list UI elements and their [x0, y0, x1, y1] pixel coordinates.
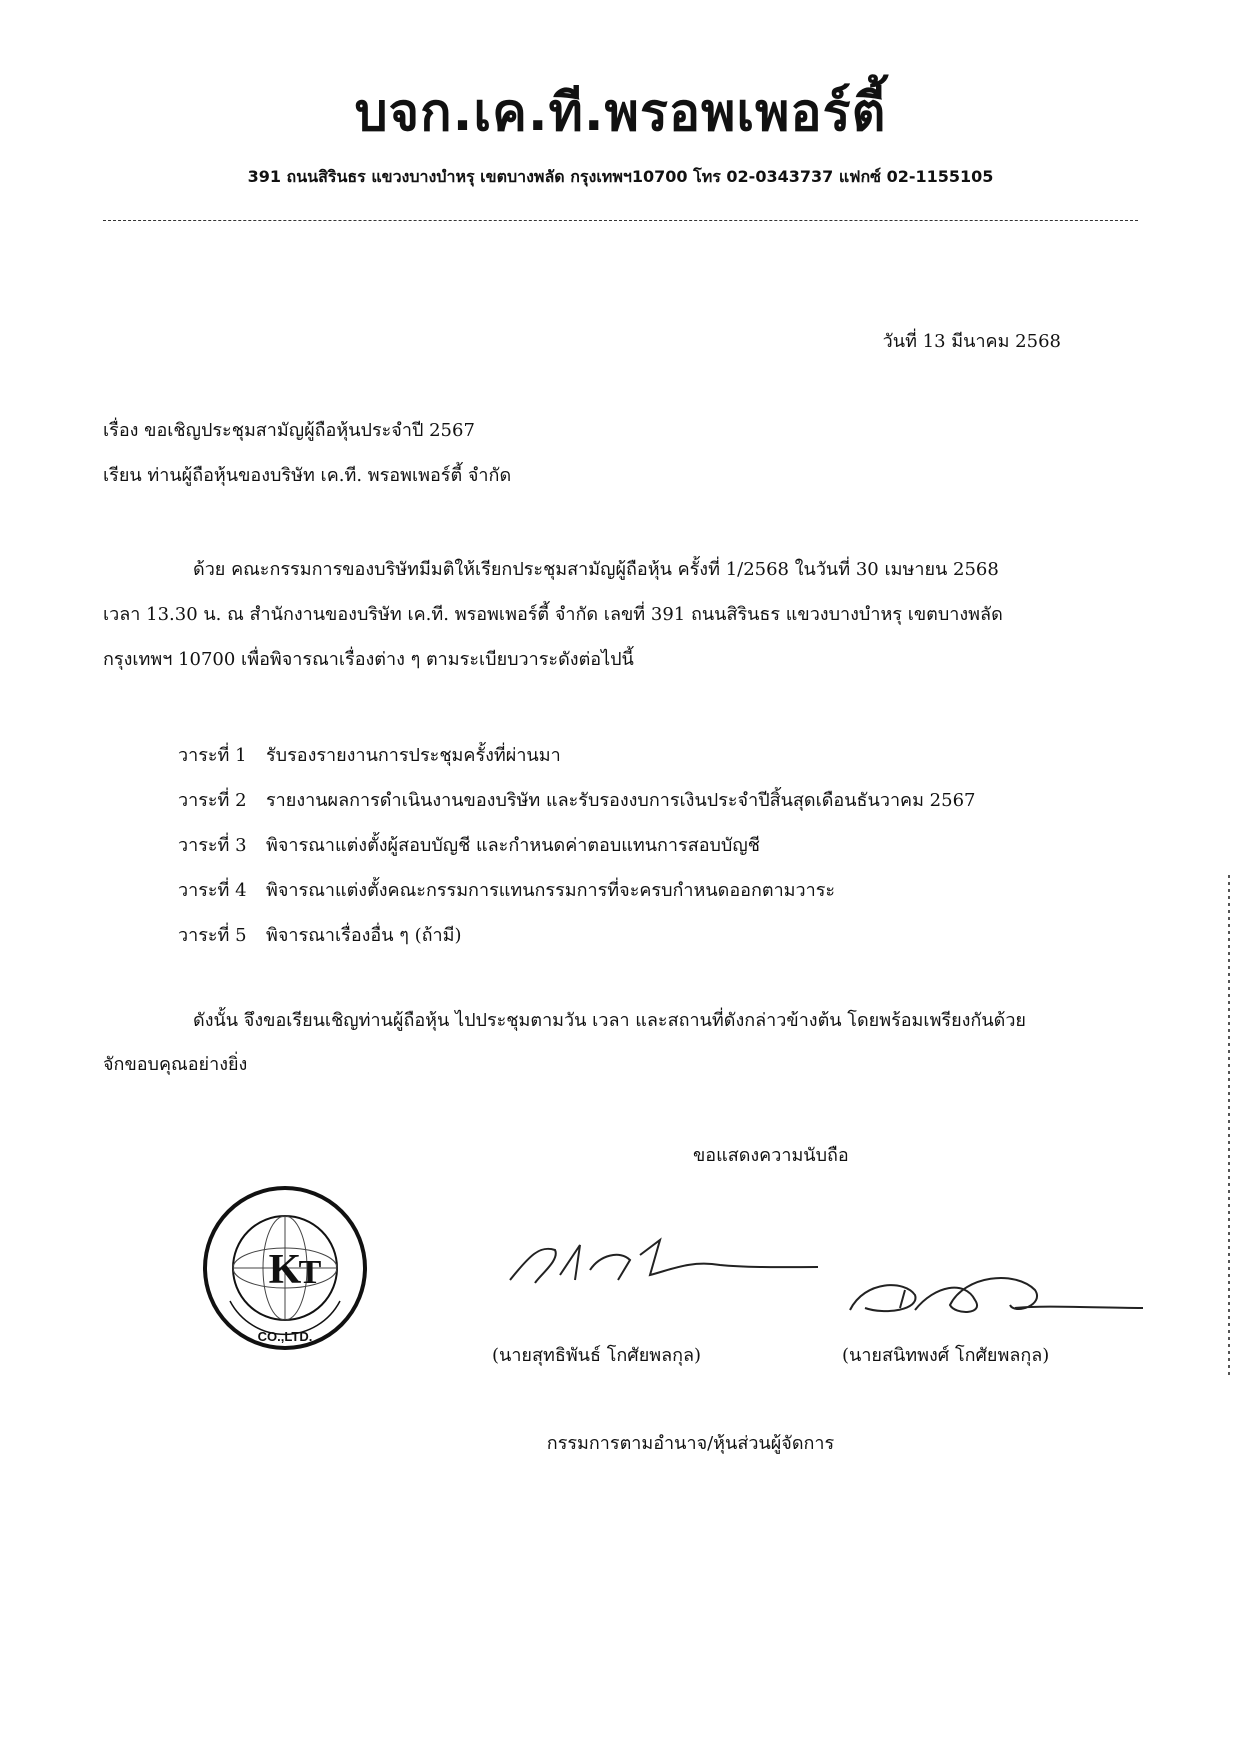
company-name: บจก.เค.ที.พรอพเพอร์ตี้ [354, 83, 887, 143]
agenda-item [178, 920, 462, 949]
agenda-text: พิจารณาแต่งตั้งคณะกรรมการแทนกรรมการที่จะครบกำหนดออกตามวาระ [266, 880, 836, 901]
agenda-text: รายงานผลการดำเนินงานของบริษัท และรับรองงบการเงินประจำปีสิ้นสุดเดือนธันวาคม 2567 [266, 790, 976, 811]
scan-edge-mark [1228, 875, 1230, 1375]
agenda-item [178, 830, 760, 859]
agenda-text: พิจารณาเรื่องอื่น ๆ (ถ้ามี) [266, 925, 462, 946]
letterhead-divider [103, 220, 1138, 221]
signatory-name-1: (นายสุทธิพันธ์ โกศัยพลกุล) [492, 1345, 702, 1366]
signatory-title: กรรมการตามอำนาจ/หุ้นส่วนผู้จัดการ [546, 1433, 835, 1454]
body-paragraph-1-line-1: ด้วย คณะกรรมการของบริษัทมีมติให้เรียกประชุมสามัญผู้ถือหุ้น ครั้งที่ 1/2568 ในวันที่ 30 เมษายน 2568 [193, 559, 999, 580]
letter-date: วันที่ 13 มีนาคม 2568 [882, 331, 1061, 352]
body-paragraph-1-line-2: เวลา 13.30 น. ณ สำนักงานของบริษัท เค.ที. พรอพเพอร์ตี้ จำกัด เลขที่ 391 ถนนสิรินธร แขวงบางบำหรุ เขตบางพลัด [103, 604, 1003, 625]
agenda-number: วาระที่ 4 [178, 880, 247, 901]
body-paragraph-1-line-3: กรุงเทพฯ 10700 เพื่อพิจารณาเรื่องต่าง ๆ ตามระเบียบวาระดังต่อไปนี้ [103, 649, 634, 670]
agenda-item [178, 875, 835, 904]
svg-text:CO.,LTD.: CO.,LTD. [257, 1329, 313, 1344]
agenda-number: วาระที่ 2 [178, 790, 247, 811]
svg-text:K: K [268, 1247, 302, 1293]
body-paragraph-2-line-2: จักขอบคุณอย่างยิ่ง [103, 1054, 248, 1075]
agenda-item [178, 740, 561, 769]
body-paragraph-2-line-1: ดังนั้น จึงขอเรียนเชิญท่านผู้ถือหุ้น ไปประชุมตามวัน เวลา และสถานที่ดังกล่าวข้างต้น โดยพร้อมเพรียงกันด้วย [193, 1010, 1026, 1031]
agenda-item [178, 785, 976, 814]
company-seal [200, 1183, 370, 1353]
closing-salutation: ขอแสดงความนับถือ [693, 1145, 849, 1166]
signature-1 [500, 1235, 820, 1295]
agenda-number: วาระที่ 3 [178, 835, 247, 856]
letter-recipient: เรียน ท่านผู้ถือหุ้นของบริษัท เค.ที. พรอพเพอร์ตี้ จำกัด [103, 465, 512, 486]
agenda-number: วาระที่ 1 [178, 745, 247, 766]
agenda-number: วาระที่ 5 [178, 925, 247, 946]
svg-text:T: T [298, 1254, 322, 1291]
signature-2 [845, 1260, 1145, 1330]
company-address: 391 ถนนสิรินธร แขวงบางบำหรุ เขตบางพลัด กรุงเทพฯ10700 โทร 02-0343737 แฟกซ์ 02-1155105 [247, 167, 994, 186]
agenda-text: รับรองรายงานการประชุมครั้งที่ผ่านมา [266, 745, 561, 766]
agenda-text: พิจารณาแต่งตั้งผู้สอบบัญชี และกำหนดค่าตอบแทนการสอบบัญชี [266, 835, 760, 856]
letter-subject: เรื่อง ขอเชิญประชุมสามัญผู้ถือหุ้นประจำปี 2567 [103, 420, 475, 441]
signatory-name-2: (นายสนิทพงศ์ โกศัยพลกุล) [842, 1345, 1050, 1366]
